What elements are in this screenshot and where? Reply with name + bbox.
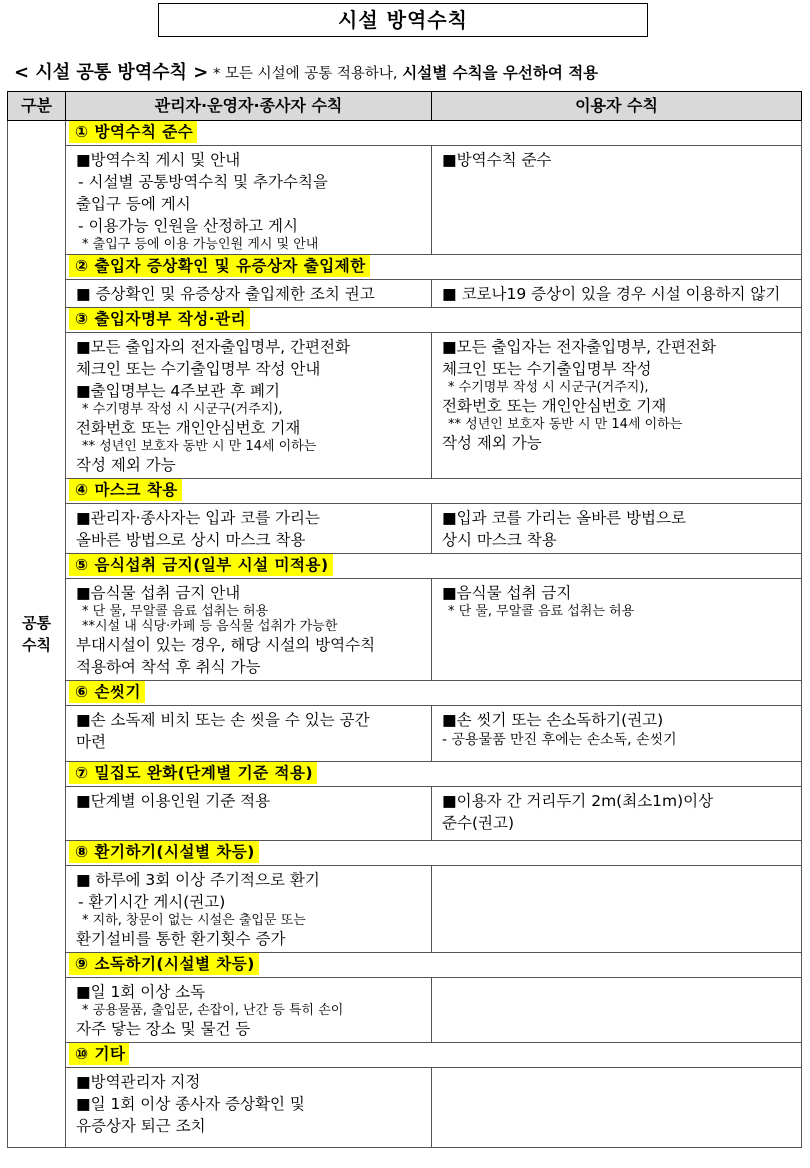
- user-rule-line: ■이용자 간 거리두기 2m(최소1m)이상: [442, 792, 714, 810]
- manager-rule-line: - 시설별 공통방역수칙 및 추가수칙을: [78, 173, 328, 191]
- user-rule-line: 준수(권고): [442, 814, 514, 832]
- user-rule-line: * 수기명부 작성 시 시군구(거주지),: [448, 380, 649, 395]
- manager-rules-cell: [66, 579, 432, 681]
- user-rule-line: - 공용물품 만진 후에는 손소독, 손씻기: [442, 732, 677, 748]
- section-content-row: [8, 978, 802, 1043]
- manager-rule-line: * 공용물품, 출입문, 손잡이, 난간 등 특히 손이: [82, 1003, 344, 1018]
- manager-rules-cell: [66, 280, 432, 308]
- section-header-row: [8, 1043, 802, 1068]
- user-rule-line: 전화번호 또는 개인안심번호 기재: [442, 397, 667, 415]
- manager-rules-cell: [66, 978, 432, 1043]
- rules-table: [7, 91, 802, 1148]
- manager-rule-line: 부대시설이 있는 경우, 해당 시설의 방역수칙: [76, 636, 376, 654]
- manager-rule-line: 작성 제외 가능: [76, 456, 176, 474]
- manager-rule-line: ■단계별 이용인원 기준 적용: [76, 792, 271, 810]
- manager-rule-line: * 출입구 등에 이용 가능인원 게시 및 안내: [82, 237, 319, 252]
- section-title: ⑨ 소독하기(시설별 차등): [69, 953, 259, 975]
- section-content-row: [8, 866, 802, 953]
- section-header-row: [8, 308, 802, 333]
- user-rule-line: * 단 물, 무알콜 음료 섭취는 허용: [448, 604, 635, 619]
- manager-rules-cell: [66, 504, 432, 554]
- section-title: ⑥ 손씻기: [69, 681, 145, 703]
- section-header-row: [8, 762, 802, 787]
- manager-rule-line: * 단 물, 무알콜 음료 섭취는 허용: [82, 604, 269, 619]
- manager-rule-line: 체크인 또는 수기출입명부 작성 안내: [76, 360, 321, 378]
- manager-rule-line: ■ 하루에 3회 이상 주기적으로 환기: [76, 871, 320, 889]
- section-header-row: [8, 841, 802, 866]
- section-content-row: [8, 787, 802, 841]
- section-content-row: [8, 333, 802, 479]
- manager-rule-line: ■ 증상확인 및 유증상자 출입제한 조치 권고: [76, 285, 375, 303]
- user-rules-cell: [432, 1068, 802, 1148]
- user-rule-line: 상시 마스크 착용: [442, 531, 557, 549]
- manager-rule-line: 올바른 방법으로 상시 마스크 착용: [76, 531, 306, 549]
- user-rules-cell: [432, 787, 802, 841]
- manager-rules-cell: [66, 866, 432, 953]
- user-rules-cell: [432, 706, 802, 762]
- section-header-row: [8, 479, 802, 504]
- manager-rule-line: ■일 1회 이상 종사자 증상확인 및: [76, 1095, 305, 1113]
- header-user: 이용자 수칙: [432, 92, 802, 121]
- manager-rule-line: ■방역수칙 게시 및 안내: [76, 151, 241, 169]
- user-rules-cell: [432, 333, 802, 479]
- header-gubun: 구분: [8, 92, 66, 121]
- gubun-label: 공통 수칙: [8, 121, 66, 1148]
- manager-rule-line: ■일 1회 이상 소독: [76, 983, 206, 1001]
- manager-rule-line: ■방역관리자 지정: [76, 1073, 201, 1091]
- section-content-row: [8, 504, 802, 554]
- header-manager: 관리자·운영자·종사자 수칙: [66, 92, 432, 121]
- manager-rule-line: ■음식물 섭취 금지 안내: [76, 584, 241, 602]
- manager-rule-line: **시설 내 식당·카페 등 음식물 섭취가 가능한: [82, 619, 338, 634]
- section-title: ② 출입자 증상확인 및 유증상자 출입제한: [69, 255, 370, 277]
- user-rule-line: ** 성년인 보호자 동반 시 만 14세 이하는: [448, 417, 683, 432]
- section-title: ⑦ 밀집도 완화(단계별 기준 적용): [69, 762, 317, 784]
- manager-rule-line: 자주 닿는 장소 및 물건 등: [76, 1020, 251, 1038]
- manager-rule-line: 환기설비를 통한 환기횟수 증가: [76, 930, 286, 948]
- section-header-row: [8, 255, 802, 280]
- manager-rules-cell: [66, 146, 432, 255]
- manager-rules-cell: [66, 787, 432, 841]
- section-title: ⑧ 환기하기(시설별 차등): [69, 841, 259, 863]
- user-rules-cell: [432, 504, 802, 554]
- manager-rule-line: ■손 소독제 비치 또는 손 씻을 수 있는 공간: [76, 711, 370, 729]
- manager-rule-line: 유증상자 퇴근 조치: [76, 1117, 206, 1135]
- manager-rules-cell: [66, 1068, 432, 1148]
- section-title: ⑤ 음식섭취 금지(일부 시설 미적용): [69, 554, 333, 576]
- section-title: ⑩ 기타: [69, 1043, 129, 1065]
- section-header-row: [8, 953, 802, 978]
- section-content-row: [8, 1068, 802, 1148]
- manager-rule-line: ■모든 출입자의 전자출입명부, 간편전화: [76, 338, 350, 356]
- manager-rule-line: 전화번호 또는 개인안심번호 기재: [76, 419, 301, 437]
- section-header-row: [8, 681, 802, 706]
- subheading-note: * 모든 시설에 공통 적용하나,: [213, 66, 398, 82]
- manager-rule-line: ■관리자·종사자는 입과 코를 가리는: [76, 509, 320, 527]
- manager-rule-line: 마련: [76, 733, 106, 751]
- section-title: ④ 마스크 착용: [69, 479, 182, 501]
- section-content-row: [8, 146, 802, 255]
- section-header-row: [8, 121, 802, 146]
- section-title: ① 방역수칙 준수: [69, 121, 197, 143]
- manager-rule-line: - 이용가능 인원을 산정하고 게시: [78, 217, 298, 235]
- section-content-row: [8, 579, 802, 681]
- user-rules-cell: [432, 280, 802, 308]
- manager-rule-line: ** 성년인 보호자 동반 시 만 14세 이하는: [82, 439, 317, 454]
- user-rule-line: ■ 코로나19 증상이 있을 경우 시설 이용하지 않기: [442, 285, 781, 303]
- table-header-row: [8, 92, 802, 121]
- section-content-row: [8, 280, 802, 308]
- manager-rule-line: ■출입명부는 4주보관 후 폐기: [76, 382, 280, 400]
- subheading: [14, 58, 598, 84]
- user-rules-cell: [432, 579, 802, 681]
- user-rule-line: ■손 씻기 또는 손소독하기(권고): [442, 711, 664, 729]
- user-rule-line: ■음식물 섭취 금지: [442, 584, 572, 602]
- user-rules-cell: [432, 146, 802, 255]
- manager-rule-line: 출입구 등에 게시: [76, 195, 191, 213]
- manager-rule-line: * 수기명부 작성 시 시군구(거주지),: [82, 402, 283, 417]
- user-rule-line: 체크인 또는 수기출입명부 작성: [442, 360, 652, 378]
- section-title: ③ 출입자명부 작성·관리: [69, 308, 250, 330]
- manager-rules-cell: [66, 706, 432, 762]
- subheading-note-strong: 시설별 수칙을 우선하여 적용: [402, 64, 599, 82]
- manager-rule-line: 적용하여 착석 후 취식 가능: [76, 658, 261, 676]
- section-content-row: [8, 706, 802, 762]
- manager-rule-line: * 지하, 창문이 없는 시설은 출입문 또는: [82, 913, 306, 928]
- user-rule-line: 작성 제외 가능: [442, 434, 542, 452]
- document-title: 시설 방역수칙: [158, 3, 648, 37]
- user-rule-line: ■방역수칙 준수: [442, 151, 552, 169]
- user-rule-line: ■입과 코를 가리는 올바른 방법으로: [442, 509, 686, 527]
- user-rules-cell: [432, 978, 802, 1043]
- manager-rule-line: - 환기시간 게시(권고): [78, 893, 226, 911]
- user-rules-cell: [432, 866, 802, 953]
- subheading-main: < 시설 공통 방역수칙 >: [14, 62, 209, 83]
- manager-rules-cell: [66, 333, 432, 479]
- user-rule-line: ■모든 출입자는 전자출입명부, 간편전화: [442, 338, 716, 356]
- section-header-row: [8, 554, 802, 579]
